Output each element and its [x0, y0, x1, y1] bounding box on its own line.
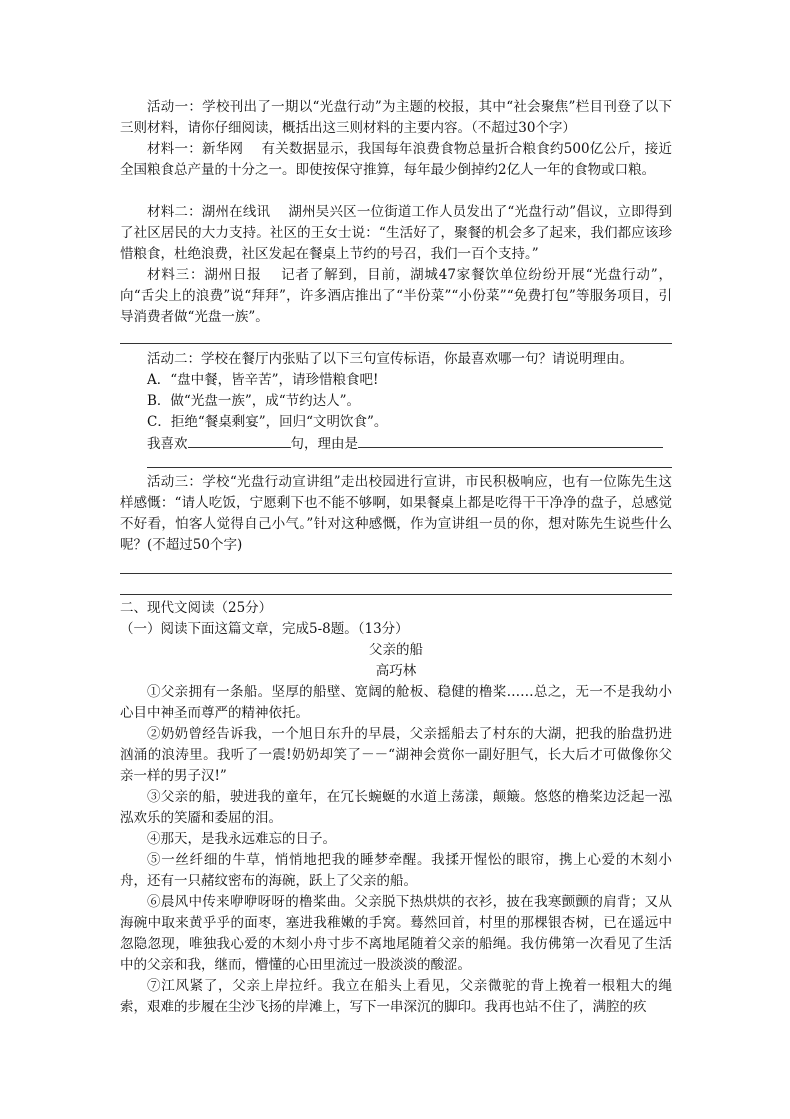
paragraph: ⑥晨风中传来咿咿呀呀的橹桨曲。父亲脱下热烘烘的衣衫，披在我寒颤颤的肩背；又从海碗中取来黄乎乎的面枣，塞进我稚嫩的手窝。蓦然回首，村里的那棵银杏树，已在遥远中忽隐忽现，唯独我心爱的木刻小舟寸步不离地尾随着父亲的船绳。我仿佛第一次看见了生活中的父亲和我，继而，懵懂的心田里流过一股淡淡的酸涩。 [120, 894, 672, 973]
answer-line[interactable] [120, 343, 672, 344]
answer-line[interactable] [120, 573, 672, 574]
paragraph: ①父亲拥有一条船。坚厚的船壁、宽阔的舱板、稳健的橹桨……总之，无一不是我幼小心目中神圣而尊严的精神依托。 [120, 684, 672, 721]
article-title: 父亲的船 [369, 642, 423, 658]
answer-middle: 句，理由是 [290, 436, 358, 452]
section-heading: 二、现代文阅读（25分） [120, 600, 273, 616]
choice-answer-row [147, 433, 663, 455]
reason-line[interactable] [147, 467, 672, 468]
paragraph: ⑦江风紧了，父亲上岸拉纤。我立在船头上看见，父亲微驼的背上挽着一根粗大的绳索，艰难的步履在尘沙飞扬的岸滩上，写下一串深沉的脚印。我再也站不住了，满腔的疚 [120, 978, 672, 1015]
activity2-intro: 活动二：学校在餐厅内张贴了以下三句宣传标语，你最喜欢哪一句？请说明理由。 [147, 351, 633, 367]
paragraph: ④那天，是我永远难忘的日子。 [147, 831, 336, 847]
activity3-intro: 活动三：学校“光盘行动宣讲组”走出校园进行宣讲，市民积极响应，也有一位陈先生这样感慨：“请人吃饭，宁愿剩下也不能不够啊，如果餐桌上都是吃得干干净净的盘子，总感觉不好看，怕客人觉得自己小气。”针对这种感慨，作为宣讲组一员的你，想对陈先生说些什么呢？(不超过50个字) [120, 474, 672, 553]
activity1-intro: 活动一：学校刊出了一期以“光盘行动”为主题的校报，其中“社会聚焦”栏目刊登了以下三则材料，请你仔细阅读，概括出这三则材料的主要内容。（不超过30个字） [120, 99, 672, 136]
slogan-option-a: A．“盘中餐，皆辛苦”，请珍惜粮食吧! [147, 372, 379, 388]
sub-heading: （一）阅读下面这篇文章，完成5-8题。（13分） [120, 621, 409, 637]
choice-blank[interactable] [188, 433, 291, 448]
answer-line[interactable] [120, 594, 672, 595]
material-2: 材料二：湖州在线讯 湖州吴兴区一位街道工作人员发出了“光盘行动”倡议，立即得到了社区居民的大力支持。社区的王女士说：“生活好了，聚餐的机会多了起来，我们都应该珍惜粮食，杜绝浪费，社区发起在餐桌上节约的号召，我们一百个支持。” [120, 204, 672, 262]
answer-prefix: 我喜欢 [147, 436, 188, 452]
slogan-option-b: B．做“光盘一族”，成“节约达人”。 [147, 393, 361, 409]
material-3: 材料三：湖州日报 记者了解到，目前，湖城47家餐饮单位纷纷开展“光盘行动”，向“舌尖上的浪费”说“拜拜”，许多酒店推出了“半份菜”“小份菜”“免费打包”等服务项目，引导消费者做“光盘一族”。 [120, 267, 672, 325]
reason-blank[interactable] [358, 433, 663, 448]
paragraph: ⑤一丝纤细的牛草，悄悄地把我的睡梦牵醒。我揉开惺忪的眼帘，携上心爱的木刻小舟，还有一只赭纹密布的海碗，跃上了父亲的船。 [120, 852, 672, 889]
material-1: 材料一：新华网 有关数据显示，我国每年浪费食物总量折合粮食约500亿公斤，接近全国粮食总产量的十分之一。即使按保守推算，每年最少倒掉约2亿人一年的食物或口粮。 [120, 141, 672, 178]
article-author: 高巧林 [375, 663, 417, 679]
slogan-option-c: C．拒绝“餐桌剩宴”，回归“文明饮食”。 [147, 414, 388, 430]
paragraph: ③父亲的船，驶进我的童年，在冗长蜿蜒的水道上荡漾，颠簸。悠悠的橹桨边泛起一泓泓欢乐的笑靥和委屈的泪。 [120, 789, 672, 826]
paragraph: ②奶奶曾经告诉我，一个旭日东升的早晨，父亲摇船去了村东的大湖，把我的胎盘扔进汹涌的浪涛里。我听了一震!奶奶却笑了－－“湖神会赏你一副好胆气，长大后才可做像你父亲一样的男子汉!” [120, 726, 672, 784]
